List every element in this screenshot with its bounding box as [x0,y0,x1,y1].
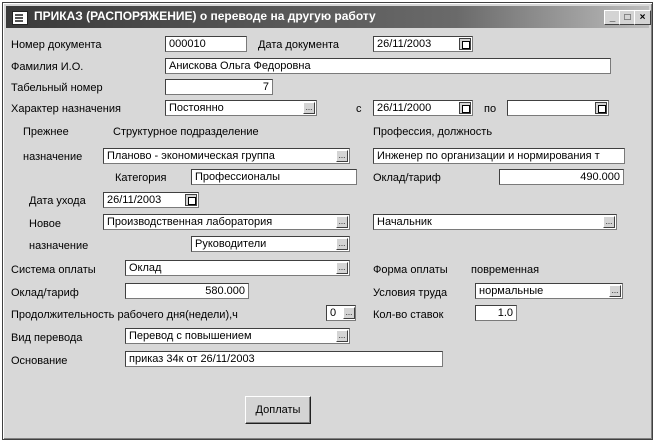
chevron-down-icon[interactable]: ... [336,330,348,342]
doc-number-field[interactable]: 000010 [165,36,247,52]
doc-number-label: Номер документа [11,39,102,51]
pay-form-label: Форма оплаты [373,264,448,276]
former-category-field[interactable]: Профессионалы [191,169,357,185]
new-category-combo[interactable]: Руководители [191,236,350,252]
new-assignment-label: назначение [29,240,89,252]
work-conditions-combo[interactable]: нормальные [475,283,623,299]
rate-count-label: Кол-во ставок [373,309,444,321]
assignment-type-label: Характер назначения [11,103,121,115]
doc-date-calendar-icon[interactable] [459,38,471,50]
chevron-down-icon[interactable]: ... [336,216,348,228]
salary-label: Оклад/тариф [373,172,441,184]
chevron-down-icon[interactable]: ... [336,262,348,274]
extra-pay-button[interactable]: Доплаты [245,396,311,424]
new-unit-combo[interactable]: Производственная лаборатория [103,214,350,230]
fio-label: Фамилия И.О. [11,61,84,73]
doc-date-field[interactable]: 26/11/2003 [373,36,473,52]
pay-form-value: повременная [471,264,540,276]
to-date-field[interactable] [507,100,609,116]
pay-system-combo[interactable]: Оклад [125,260,350,276]
from-date-calendar-icon[interactable] [459,102,471,114]
assignment-label: назначение [23,151,83,163]
leave-date-label: Дата ухода [29,195,86,207]
window-title: ПРИКАЗ (РАСПОРЯЖЕНИЕ) о переводе на другую работу [34,9,376,23]
transfer-order-window [2,2,653,440]
former-label: Прежнее [23,126,69,138]
minimize-button[interactable]: _ [604,10,621,25]
close-button[interactable]: × [634,10,651,25]
chevron-down-icon[interactable]: ... [336,238,348,250]
former-profession-field[interactable]: Инженер по организации и нормирования т [373,148,625,164]
transfer-type-combo[interactable]: Перевод с повышением [125,328,350,344]
basis-field[interactable]: приказ 34к от 26/11/2003 [125,351,443,367]
chevron-down-icon[interactable]: ... [303,102,315,114]
to-label: по [484,103,497,115]
structural-unit-header: Структурное подразделение [113,126,259,138]
form-icon [12,11,28,25]
from-label: с [356,103,362,115]
rate-count-field[interactable]: 1.0 [475,305,517,321]
work-duration-field[interactable]: 0 [326,305,356,321]
new-salary-label: Оклад/тариф [11,287,79,299]
doc-date-label: Дата документа [258,39,340,51]
leave-date-field[interactable]: 26/11/2003 [103,192,199,208]
new-label: Новое [29,218,62,230]
title-bar [6,6,649,28]
chevron-down-icon[interactable]: ... [603,216,615,228]
maximize-button[interactable]: □ [619,10,636,25]
profession-header: Профессия, должность [373,126,493,138]
basis-label: Основание [11,355,68,367]
pay-system-label: Система оплаты [11,264,96,276]
chevron-down-icon[interactable]: ... [343,307,355,319]
chevron-down-icon[interactable]: ... [609,285,621,297]
fio-field[interactable]: Анискова Ольга Федоровна [165,58,611,74]
former-salary-field[interactable]: 490.000 [499,169,624,185]
assignment-type-combo[interactable]: Постоянно [165,100,317,116]
to-date-calendar-icon[interactable] [595,102,607,114]
new-profession-combo[interactable]: Начальник [373,214,617,230]
former-unit-combo[interactable]: Планово - экономическая группа [103,148,350,164]
new-salary-field[interactable]: 580.000 [125,283,249,299]
tab-number-field[interactable]: 7 [165,79,273,95]
work-conditions-label: Условия труда [373,287,448,299]
leave-date-calendar-icon[interactable] [185,194,197,206]
transfer-type-label: Вид перевода [11,332,83,344]
category-label: Категория [115,172,167,184]
tab-number-label: Табельный номер [11,82,103,94]
work-duration-label: Продолжительность рабочего дня(недели),ч [11,309,238,321]
chevron-down-icon[interactable]: ... [336,150,348,162]
from-date-field[interactable]: 26/11/2000 [373,100,473,116]
